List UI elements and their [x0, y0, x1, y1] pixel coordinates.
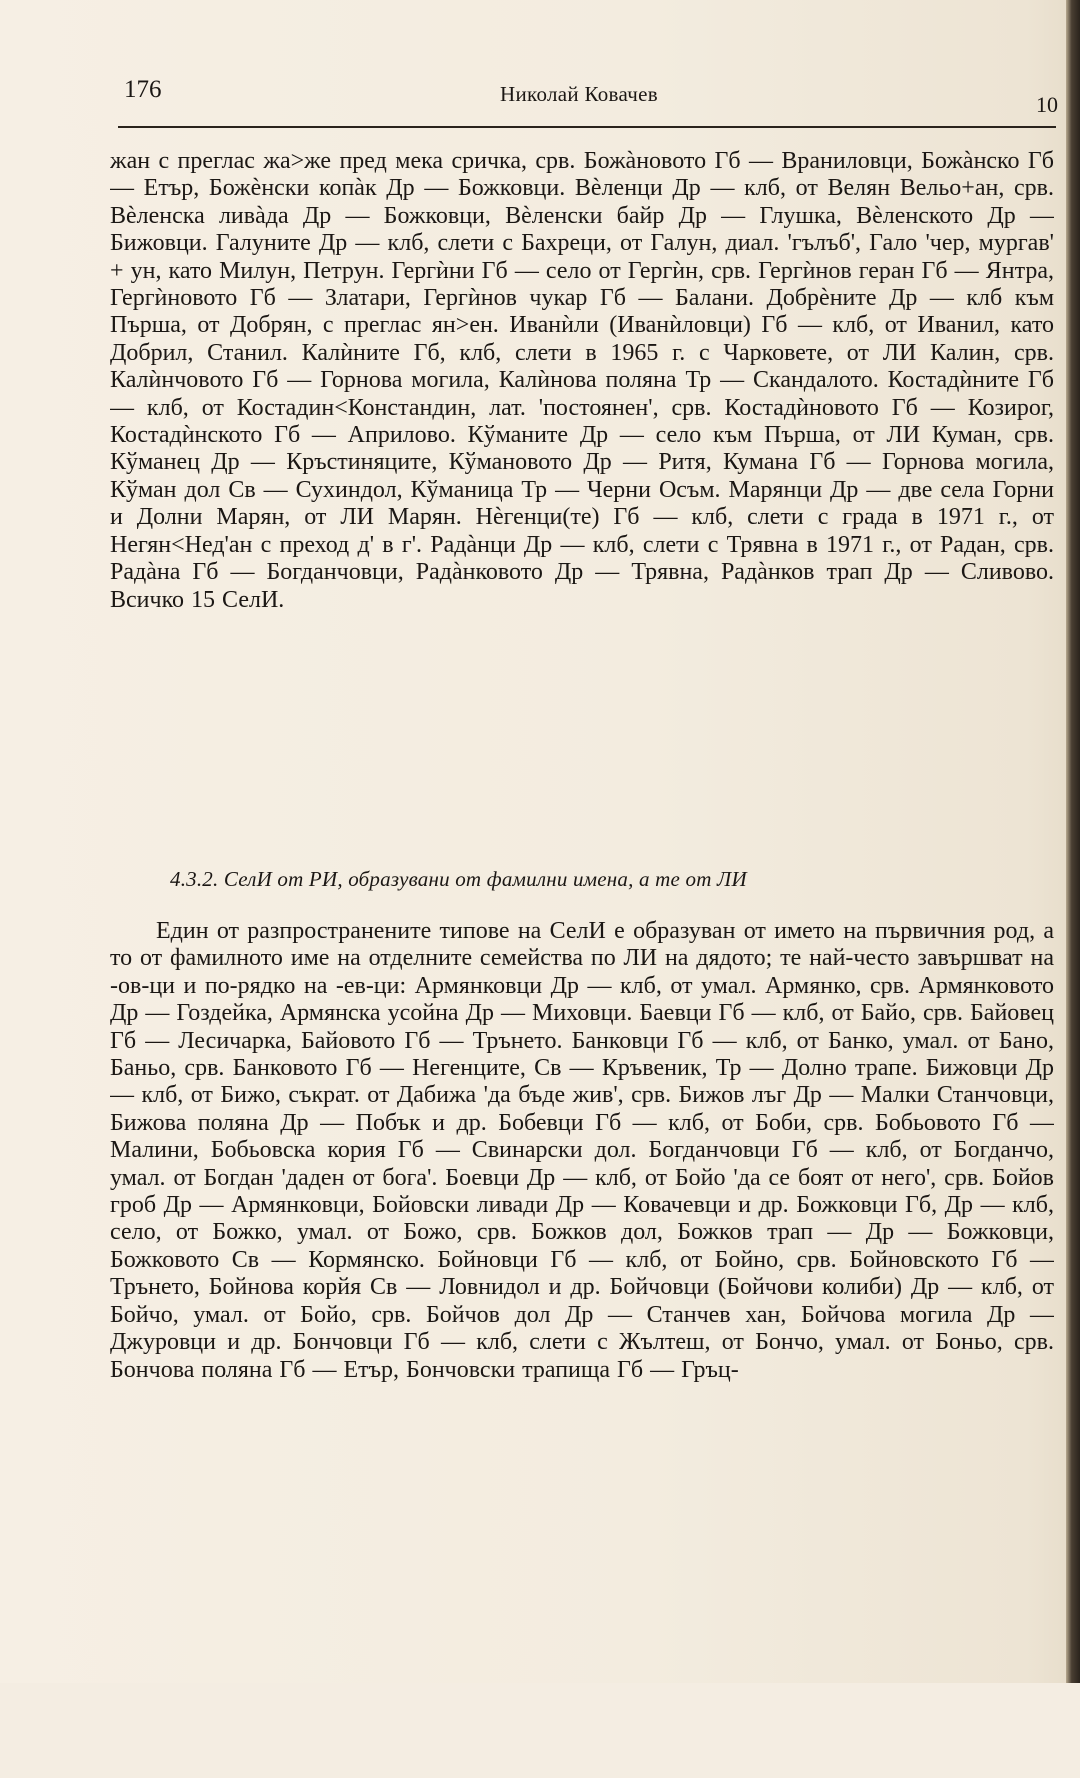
section-heading: 4.3.2. СелИ от РИ, образувани от фамилни имена, а те от ЛИ	[170, 867, 747, 891]
page-edge-shadow	[1066, 0, 1080, 1683]
header-rule	[118, 126, 1056, 128]
running-head-author: Николай Ковачев	[500, 82, 658, 106]
page-number: 176	[124, 76, 162, 103]
paragraph-section-4-3-2: Един от разпространените типове на СелИ е образуван от името на първичния род, а то от фамилното име на отделните семейства по ЛИ на дядото; те най-често завършват на -ов-ци и по-рядко на -ев-ци: Армянковци Др — клб, от умал. Армянко, срв. Армянковото Др — Гоздейка, Армянска усойна Др — Миховци. Баевци Гб — клб, от Байо, срв. Байовец Гб — Лесичарка, Байовото Гб — Трънето. Банковци Гб — клб, от Банко, умал. от Бано, Баньо, срв. Банковото Гб — Негенците, Св — Кръвеник, Тр — Долно трапе. Бижовци Др — клб, от Бижо, съкрат. от Дабижа 'да бъде жив', срв. Бижов лъг Др — Малки Станчовци, Бижова поляна Др — Побък и др. Бобевци Гб — клб, от Боби, срв. Бобьовото Гб — Малини, Бобьовска кория Гб — Свинарски дол. Богданчовци Гб — клб, от Богданчо, умал. от Богдан 'даден от бога'. Боевци Др — клб, от Бойо 'да се боят от него', срв. Бойов гроб Др — Армянковци, Бойовски ливади Др — Ковачевци и др. Божковци Гб, Др — клб, село, от Божко, умал. от Божо, срв. Божков дол, Божков трап — Др — Божковци, Божковото Св — Кормянско. Бойновци Гб — клб, от Бойно, срв. Бойновското Гб — Трънето, Бойнова корйя Св — Ловнидол и др. Бойчовци (Бойчови колиби) Др — клб, от Бойчо, умал. от Бойо, срв. Бойчов дол Др — Станчев хан, Бойчова могила Др — Джуровци и др. Бончовци Гб — клб, слети с Жълтеш, от Бончо, умал. от Боньо, срв. Бончова поляна Гб — Етър, Бончовски трапища Гб — Гръц-	[110, 918, 1054, 1383]
corner-mark: 10	[1036, 92, 1058, 117]
running-header	[120, 72, 1058, 117]
body-text	[110, 148, 1054, 1778]
paragraph-continued: жан с преглас жа>же пред мека сричка, срв. Божàновото Гб — Враниловци, Божàнско Гб — Етър, Божèнски копàк Др — Божковци. Вѐленци Др — клб, от Велян Вельо+ан, срв. Вѐленска ливàда Др — Божковци, Вѐленски байр Др — Глушка, Вѐленското Др — Бижовци. Галуните Др — клб, слети с Бахреци, от Галун, диал. 'гълъб', Гало 'чер, мургав' + ун, като Милун, Петрун. Гергѝни Гб — село от Гергѝн, срв. Гергѝнов геран Гб — Янтра, Гергѝновото Гб — Златари, Гергѝнов чукар Гб — Балани. Добрѐните Др — клб към Пърша, от Добрян, с преглас ян>ен. Иванѝли (Иванѝловци) Гб — клб, от Иванил, като Добрил, Станил. Калѝните Гб, клб, слети в 1965 г. с Чарковете, от ЛИ Калин, срв. Калѝнчовото Гб — Горнова могила, Калѝнова поляна Тр — Скандалото. Костадѝните Гб — клб, от Костадин<Констандин, лат. 'постоянен', срв. Костадѝновото Гб — Козирог, Костадѝнското Гб — Априлово. Кўманите Др — село към Пърша, от ЛИ Куман, срв. Кўманец Др — Кръстиняците, Кўмановото Др — Ритя, Кумана Гб — Горнова могила, Кўман дол Св — Сухиндол, Кўманица Тр — Черни Осъм. Марянци Др — две села Горни и Долни Марян, от ЛИ Марян. Нѐгенци(те) Гб — клб, слети с града в 1971 г., от Негян<Нед'ан с преход д' в г'. Радàнци Др — клб, слети с Трявна в 1971 г., от Радан, срв. Радàна Гб — Богданчовци, Радàнковото Др — Трявна, Радàнков трап Др — Сливово. Всичко 15 СелИ.	[110, 148, 1054, 613]
